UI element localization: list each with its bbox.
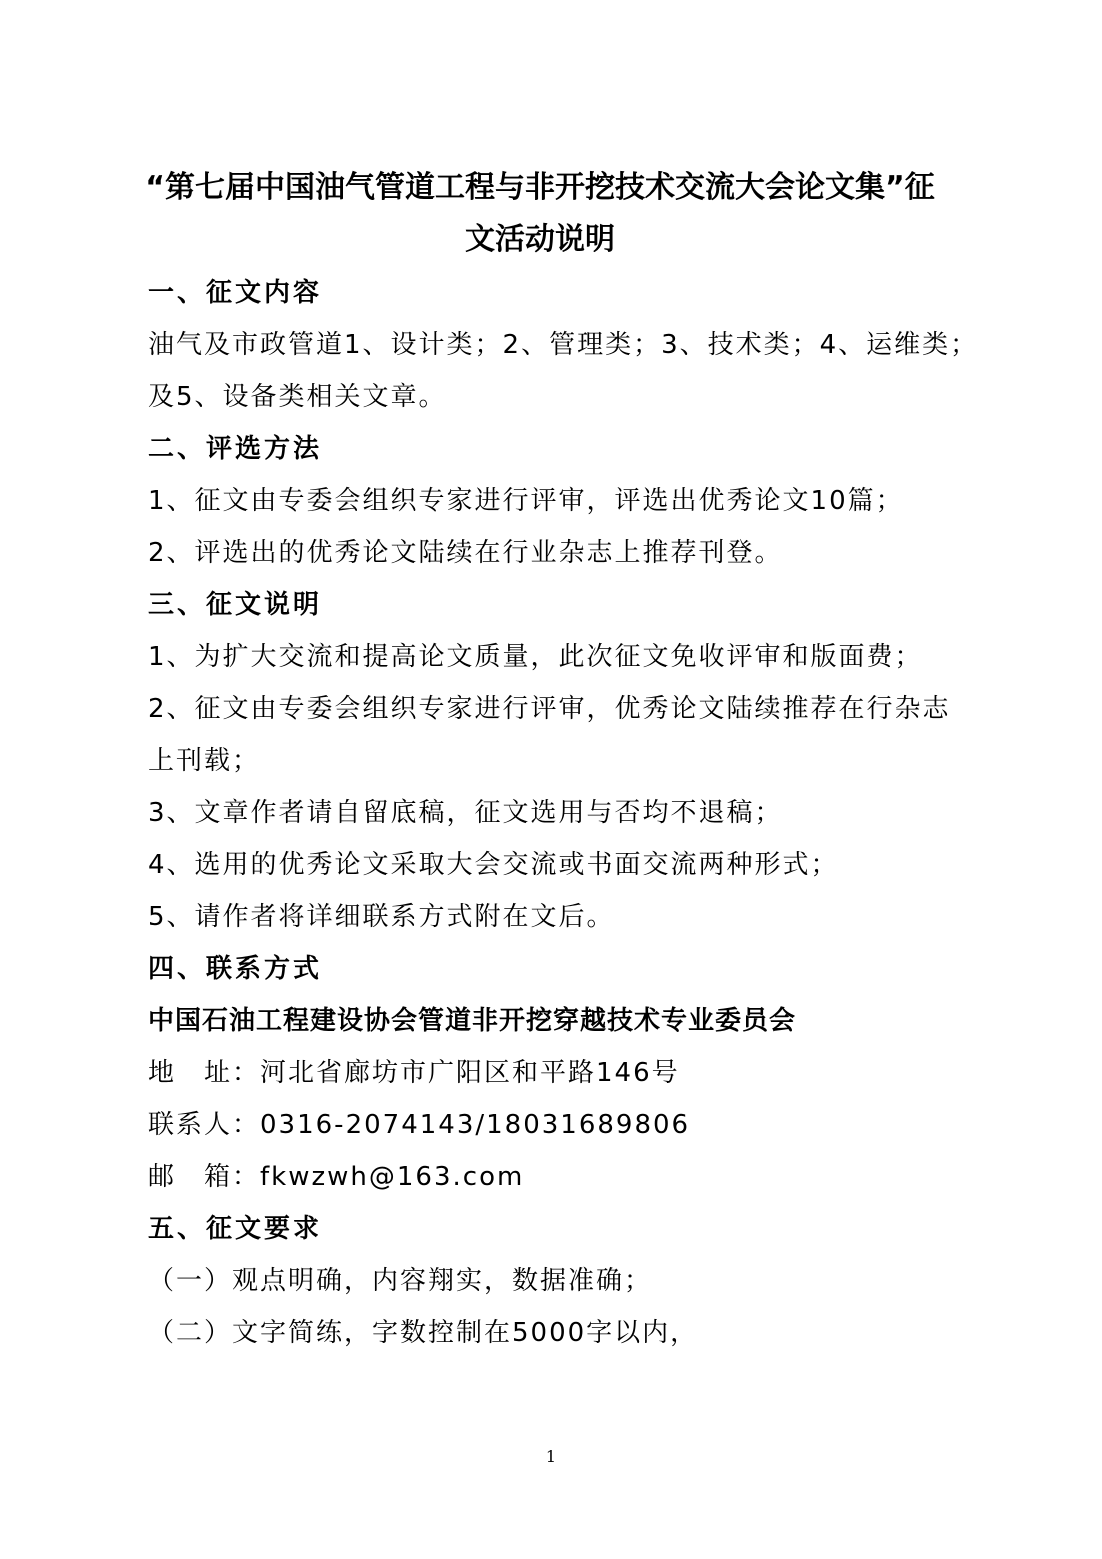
contact-phone-row — [148, 1108, 690, 1142]
contact-phone-value: 0316-2074143/18031689806 — [260, 1110, 691, 1140]
section-notes-line-6: 5、请作者将详细联系方式附在文后。 — [148, 902, 615, 932]
contact-organization: 中国石油工程建设协会管道非开挖穿越技术专业委员会 — [148, 1006, 797, 1036]
contact-email-value: fkwzwh@163.com — [260, 1162, 525, 1192]
section-requirements-line-1: （一）观点明确，内容翔实，数据准确； — [148, 1266, 653, 1296]
section-heading-content: 一、征文内容 — [148, 278, 323, 308]
section-notes-line-3: 上刊载； — [148, 746, 261, 776]
section-heading-contact: 四、联系方式 — [148, 954, 323, 984]
section-content-line-2: 及5、设备类相关文章。 — [148, 382, 447, 412]
section-selection-line-1: 1、征文由专委会组织专家进行评审，评选出优秀论文10篇； — [148, 486, 904, 516]
section-requirements-line-2: （二）文字简练，字数控制在5000字以内， — [148, 1318, 699, 1348]
contact-address-label: 地 址： — [148, 1058, 261, 1088]
section-heading-notes: 三、征文说明 — [148, 590, 323, 620]
section-content-line-1: 油气及市政管道1、设计类；2、管理类；3、技术类；4、运维类； — [148, 330, 979, 360]
contact-phone-label: 联系人： — [148, 1110, 261, 1140]
page-number: 1 — [545, 1447, 557, 1466]
section-notes-line-5: 4、选用的优秀论文采取大会交流或书面交流两种形式； — [148, 850, 839, 880]
section-notes-line-2: 2、征文由专委会组织专家进行评审，优秀论文陆续推荐在行杂志 — [148, 694, 951, 724]
section-notes-line-4: 3、文章作者请自留底稿，征文选用与否均不退稿； — [148, 798, 783, 828]
section-heading-selection: 二、评选方法 — [148, 434, 323, 464]
contact-email-label: 邮 箱： — [148, 1162, 261, 1192]
document-title-line-1: “第七届中国油气管道工程与非开挖技术交流大会论文集”征 — [145, 170, 935, 205]
contact-address-value: 河北省廊坊市广阳区和平路146号 — [260, 1058, 680, 1088]
section-selection-line-2: 2、评选出的优秀论文陆续在行业杂志上推荐刊登。 — [148, 538, 783, 568]
section-notes-line-1: 1、为扩大交流和提高论文质量，此次征文免收评审和版面费； — [148, 642, 923, 672]
contact-address-row — [148, 1056, 680, 1090]
document-title-line-2: 文活动说明 — [465, 222, 615, 257]
contact-email-row — [148, 1160, 524, 1194]
section-heading-requirements: 五、征文要求 — [148, 1214, 323, 1244]
